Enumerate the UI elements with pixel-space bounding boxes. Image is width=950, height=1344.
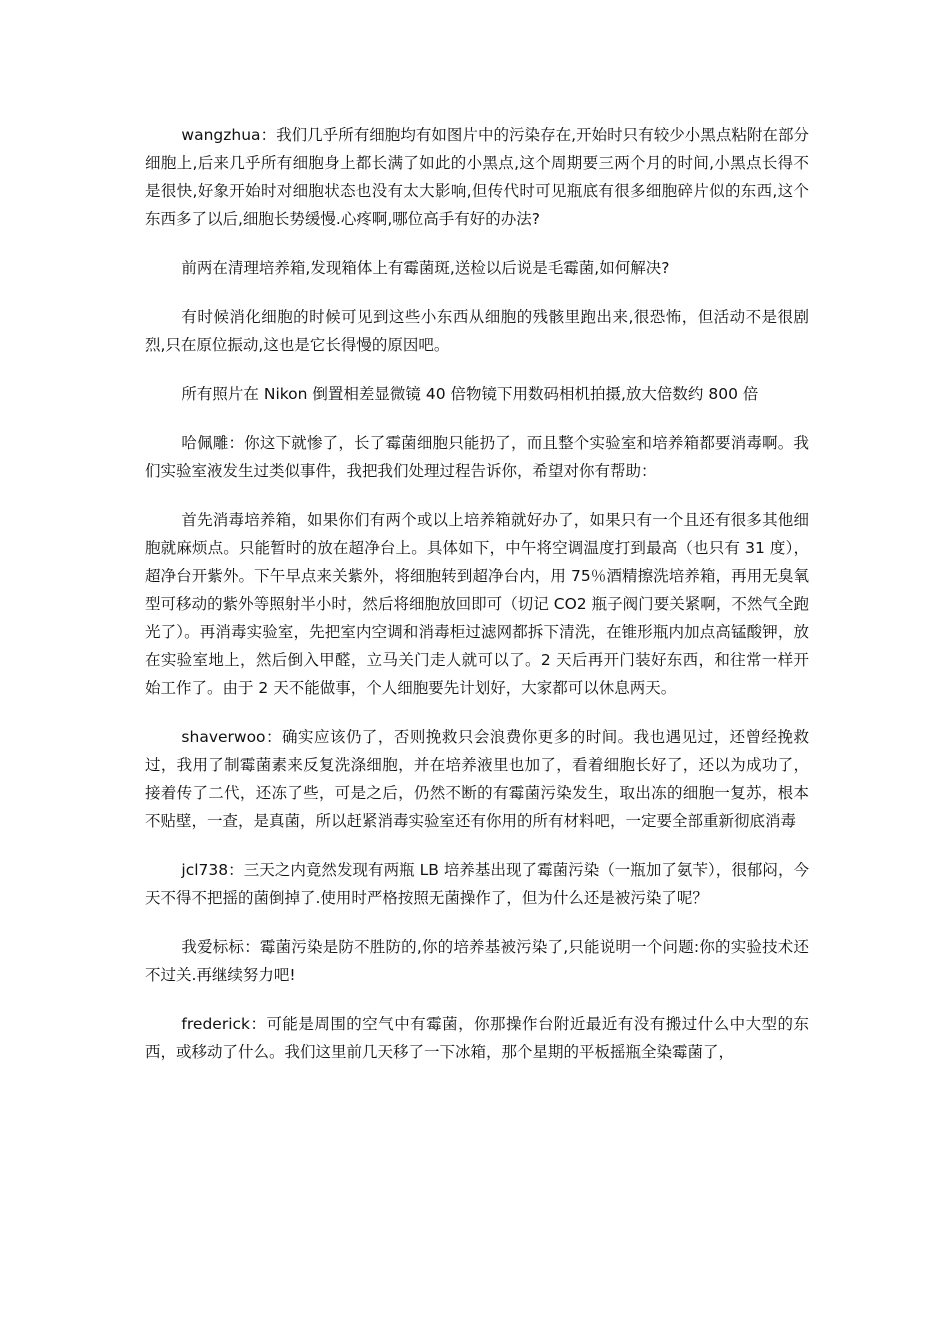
- paragraph-incubator-mold: 前两在清理培养箱,发现箱体上有霉菌斑,送检以后说是毛霉菌,如何解决?: [181, 259, 670, 277]
- paragraph-frederick-reply: frederick：可能是周围的空气中有霉菌，你那操作台附近最近有没有搬过什么中大型的东西，或移动了什么。我们这里前几天移了一下冰箱，那个星期的平板摇瓶全染霉菌了，: [145, 1015, 809, 1061]
- paragraph-disinfection-procedure: 首先消毒培养箱，如果你们有两个或以上培养箱就好办了，如果只有一个且还有很多其他细胞就麻烦点。只能暂时的放在超净台上。具体如下，中午将空调温度打到最高（也只有 31 度），超净台开紫外。下午早点来关紫外，将细胞转到超净台内，用 75％酒精擦洗培养箱，再用无臭氧型可移动的紫外等照射半小时，然后将细胞放回即可（切记 CO2 瓶子阀门要关紧啊，不然气全跑光了）。再消毒实验室，先把室内空调和消毒柜过滤网都拆下清洗，在锥形瓶内加点高锰酸钾，放在实验室地上，然后倒入甲醛，立马关门走人就可以了。2 天后再开门装好东西，和往常一样开始工作了。由于 2 天不能做事，个人细胞要先计划好，大家都可以休息两天。: [145, 511, 809, 697]
- paragraph-hapeidiao-reply: 哈佩雕：你这下就惨了，长了霉菌细胞只能扔了，而且整个实验室和培养箱都要消毒啊。我们实验室液发生过类似事件，我把我们处理过程告诉你，希望对你有帮助：: [145, 434, 809, 480]
- paragraph-woaibiaobiao-reply: 我爱标标：霉菌污染是防不胜防的,你的培养基被污染了,只能说明一个问题:你的实验技术还不过关.再继续努力吧!: [145, 938, 809, 984]
- paragraph-digestion-observation: 有时候消化细胞的时候可见到这些小东西从细胞的残骸里跑出来,很恐怖，但活动不是很剧烈,只在原位振动,这也是它长得慢的原因吧。: [145, 308, 809, 354]
- paragraph-photo-note: 所有照片在 Nikon 倒置相差显微镜 40 倍物镜下用数码相机拍摄,放大倍数约 800 倍: [181, 385, 759, 403]
- document-body: [145, 121, 809, 1087]
- paragraph-shaverwoo-reply: shaverwoo：确实应该仍了，否则挽救只会浪费你更多的时间。我也遇见过，还曾经挽救过，我用了制霉菌素来反复洗涤细胞，并在培养液里也加了，看着细胞长好了，还以为成功了，接着传了二代，还冻了些，可是之后，仍然不断的有霉菌污染发生，取出冻的细胞一复苏，根本不贴壁，一查，是真菌，所以赶紧消毒实验室还有你用的所有材料吧，一定要全部重新彻底消毒: [145, 728, 809, 830]
- paragraph-wangzhua-question: wangzhua：我们几乎所有细胞均有如图片中的污染存在,开始时只有较少小黑点粘附在部分细胞上,后来几乎所有细胞身上都长满了如此的小黑点,这个周期要三两个月的时间,小黑点长得不是很快,好象开始时对细胞状态也没有太大影响,但传代时可见瓶底有很多细胞碎片似的东西,这个东西多了以后,细胞长势缓慢.心疼啊,哪位高手有好的办法?: [145, 126, 809, 228]
- paragraph-jcl738-question: jcl738：三天之内竟然发现有两瓶 LB 培养基出现了霉菌污染（一瓶加了氨苄），很郁闷，今天不得不把摇的菌倒掉了.使用时严格按照无菌操作了，但为什么还是被污染了呢？: [145, 861, 809, 907]
